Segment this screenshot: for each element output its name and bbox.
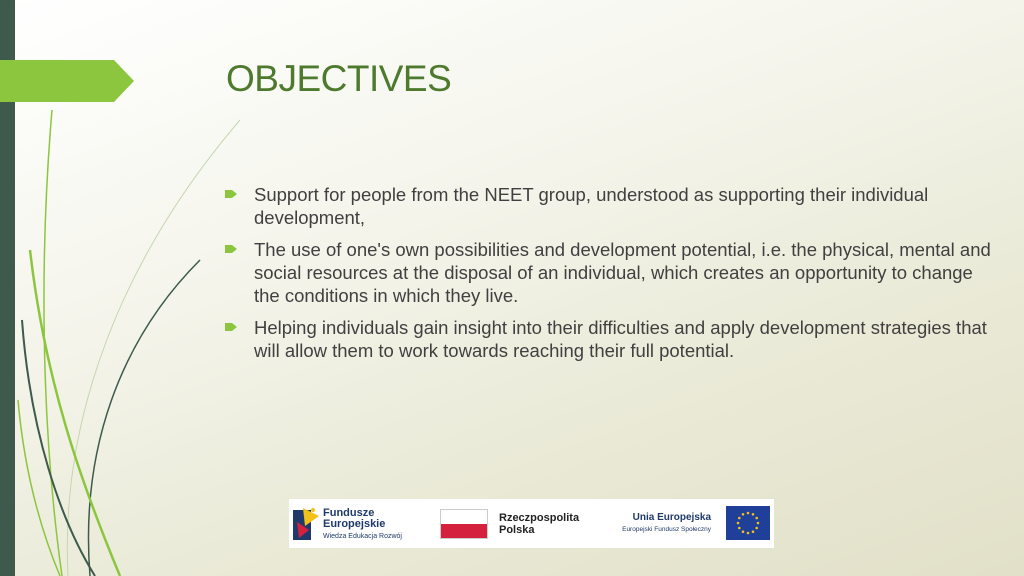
arrow-bullet-icon xyxy=(225,322,237,332)
arrow-bullet-icon xyxy=(225,244,237,254)
fundusze-europejskie-text xyxy=(323,508,402,540)
pl-line-1: Rzeczpospolita xyxy=(499,512,580,524)
ue-subtitle: Europejski Fundusz Społeczny xyxy=(622,526,711,533)
funding-logos-bar xyxy=(289,499,774,548)
poland-flag-icon xyxy=(440,509,488,539)
bullet-text: The use of one's own possibilities and development potential, i.e. the physical, mental and social resources at the disposal of an individual, which creates an opportunity to change the conditions in which they live. xyxy=(254,239,991,306)
bullet-text: Helping individuals gain insight into their difficulties and apply development strategies that will allow them to work towards reaching their full potential. xyxy=(254,317,987,361)
fe-line-1: Fundusze xyxy=(323,507,375,519)
fe-subtitle: Wiedza Edukacja Rozwój xyxy=(323,533,402,540)
objectives-list xyxy=(225,183,995,371)
eu-flag-icon xyxy=(726,506,770,540)
list-item xyxy=(225,183,995,229)
fe-line-2: Europejskie xyxy=(323,518,386,530)
arrow-bullet-icon xyxy=(225,189,237,199)
slide-title: OBJECTIVES xyxy=(226,58,452,99)
list-item xyxy=(225,316,995,362)
pl-line-2: Polska xyxy=(499,524,535,536)
fundusze-europejskie-logo-icon xyxy=(293,504,319,543)
ue-name: Unia Europejska xyxy=(632,512,711,523)
title-arrow-shape xyxy=(0,60,134,102)
unia-europejska-text xyxy=(611,512,711,533)
list-item xyxy=(225,238,995,307)
bullet-text: Support for people from the NEET group, understood as supporting their individual development, xyxy=(254,184,929,228)
rzeczpospolita-polska-text xyxy=(499,512,579,536)
